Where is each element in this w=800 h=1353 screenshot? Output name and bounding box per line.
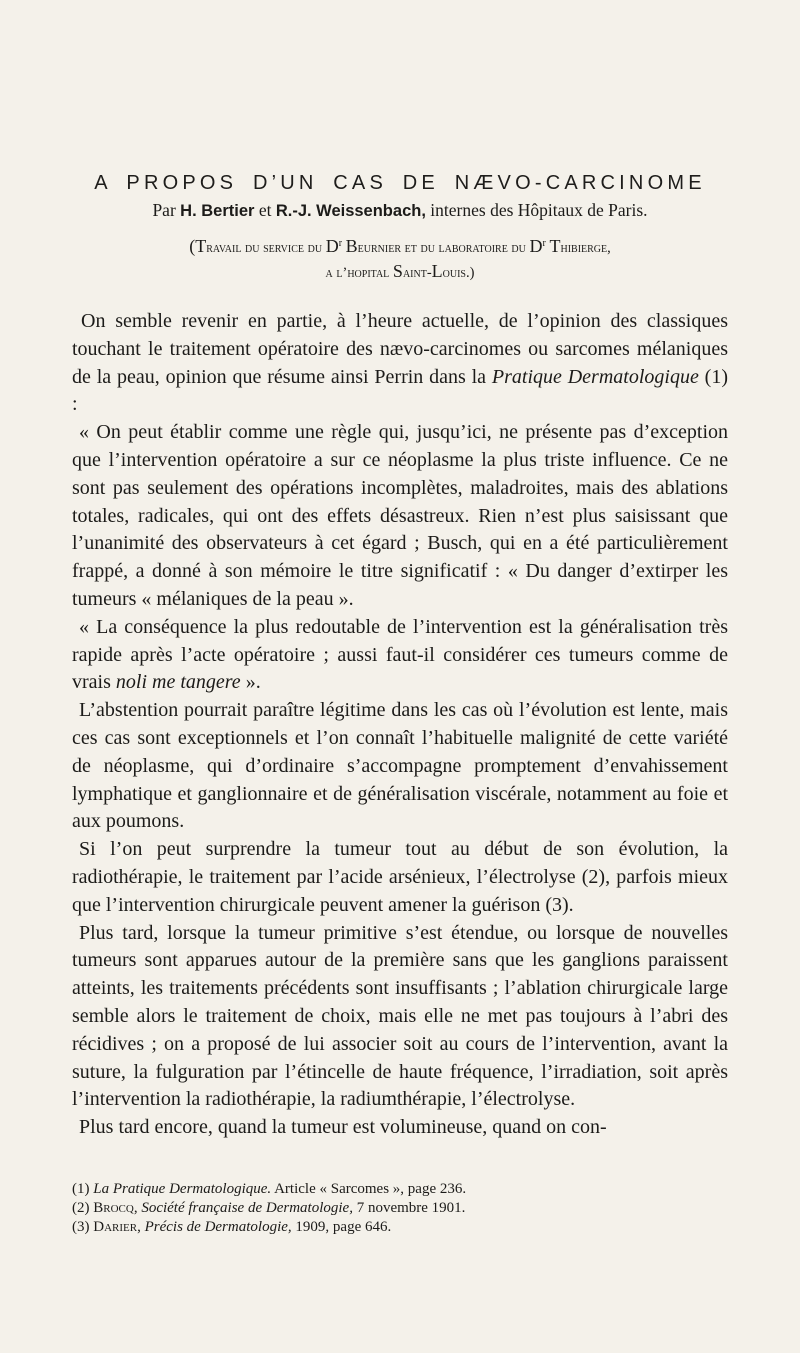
affil-line2-a: a l’hopital	[325, 264, 390, 281]
affiliation-line-1	[0, 232, 800, 260]
citation-pratique-dermatologique: Pratique Dermatologique	[491, 365, 699, 388]
affiliation	[0, 232, 800, 285]
paragraph-3-text: « La conséquence la plus redoutable de l’intervention est la généralisation très rapide après l’acte opératoire ; aussi faut-il considérer ces tumeurs comme de vrais	[72, 615, 728, 694]
affil-louis-initial: L	[431, 260, 443, 281]
paragraph-1-text: On semble revenir en partie, à l’heure actuelle, de l’opinion des classiques touchant le traitement opératoire des nævo-carcinomes ou sarcomes mélaniques de la peau, opinion que résume ainsi Perrin dans la	[72, 310, 728, 388]
footnote-2-title: Société française de Dermatologie,	[137, 1200, 353, 1216]
footnote-2-number: (2)	[72, 1200, 94, 1216]
footnote-1-detail: Article « Sarcomes », page 236.	[271, 1181, 467, 1197]
footnote-3	[72, 1218, 728, 1237]
byline-par: Par	[152, 200, 176, 220]
article-title: A PROPOS D’UN CAS DE NÆVO-CARCINOME	[94, 172, 706, 194]
paragraph-6: Plus tard, lorsque la tumeur primitive s’est étendue, ou lorsque de nouvelles tumeurs sont apparues autour de la première sans que les ganglions paraissent atteints, les traitements précédents sont insuffisants ; l’ablation chirurgicale large semble alors le traitement de choix, mais elle ne met pas toujours à l’abri des récidives ; on a proposé de lui associer soit au cours de l’intervention, avant la suture, la fulguration par l’étincelle de haute fréquence, l’irradiation, soit après l’intervention la radiothérapie, la radiumthérapie, l’électrolyse.	[72, 921, 728, 1111]
affil-dr2-sup: r	[542, 238, 546, 249]
affil-beurnier-initial: B	[345, 235, 358, 256]
footnote-2-author: Brocq,	[93, 1200, 138, 1216]
footnote-1-title: La Pratique Dermatologique.	[93, 1181, 272, 1197]
paragraph-1	[72, 308, 728, 419]
footnote-2	[72, 1199, 728, 1218]
paragraph-4: L’abstention pourrait paraître légitime dans les cas où l’évolution est lente, mais ces cas sont exceptionnels et l’on connaît l’habituelle malignité de cette variété de néoplasme, qui d’ordinaire s’accompagne promptement d’envahissement lymphatique et ganglionnaire et de généralisation viscérale, notamment au foie et aux poumons.	[72, 699, 728, 833]
affil-thibierge-initial: T	[549, 235, 561, 256]
paragraph-3-tail: ».	[240, 671, 261, 694]
affil-dr1: D	[325, 235, 339, 256]
footnote-3-title: Précis de Dermatologie,	[140, 1219, 292, 1235]
author-weissenbach: R.-J. Weissenbach,	[275, 202, 426, 220]
affil-louis-rest: ouis.)	[442, 264, 475, 281]
article-body	[72, 308, 728, 1142]
affil-dr2: D	[529, 235, 543, 256]
footnote-2-detail: 7 novembre 1901.	[352, 1200, 466, 1216]
affil-thibierge-rest: hibierge,	[560, 239, 611, 256]
paragraph-7: Plus tard encore, quand la tumeur est volumineuse, quand on con-	[79, 1116, 607, 1139]
footnote-3-detail: 1909, page 646.	[291, 1219, 392, 1235]
affil-dr1-sup: r	[338, 238, 343, 249]
affil-open: (T	[189, 235, 207, 256]
footnote-1-number: (1)	[72, 1181, 94, 1197]
author-role: internes des Hôpitaux de Paris.	[430, 200, 648, 220]
phrase-noli-me-tangere: noli me tangere	[115, 671, 241, 694]
paragraph-3	[72, 614, 728, 697]
footnote-1	[72, 1180, 728, 1199]
footnote-3-author: Darier,	[93, 1219, 141, 1235]
affil-saint-rest: aint-	[402, 264, 432, 281]
affiliation-line-2	[0, 260, 800, 285]
byline-et: et	[258, 200, 272, 220]
author-bertier: H. Bertier	[180, 202, 255, 220]
paragraph-2: « On peut établir comme une règle qui, jusqu’ici, ne présente pas d’exception que l’intervention opératoire a sur ce néoplasme la plus triste influence. Ce ne sont pas seulement des opérations incomplètes, maladroites, mais des ablations totales, radicales, qui ont des effets désastreux. Rien n’est plus saisissant que l’unanimité des observateurs à cet égard ; Busch, qui en a été particulièrement frappé, a donné à son mémoire le titre significatif : « Du danger d’extirper les tumeurs « mélaniques de la peau ».	[72, 421, 728, 610]
paragraph-5: Si l’on peut surprendre la tumeur tout au début de son évolution, la radiothérapie, le traitement par l’acide arsénieux, l’électrolyse (2), parfois mieux que l’intervention chirurgicale peuvent amener la guérison (3).	[72, 838, 728, 916]
affil-saint-initial: S	[392, 260, 403, 281]
author-byline	[0, 200, 800, 221]
footnotes	[72, 1180, 728, 1237]
affil-part1: ravail du service du	[206, 239, 323, 256]
footnote-3-number: (3)	[72, 1219, 94, 1235]
paragraph-1-tail: (1) :	[72, 365, 728, 416]
affil-beurnier-rest: eurnier et du laboratoire du	[357, 239, 526, 256]
